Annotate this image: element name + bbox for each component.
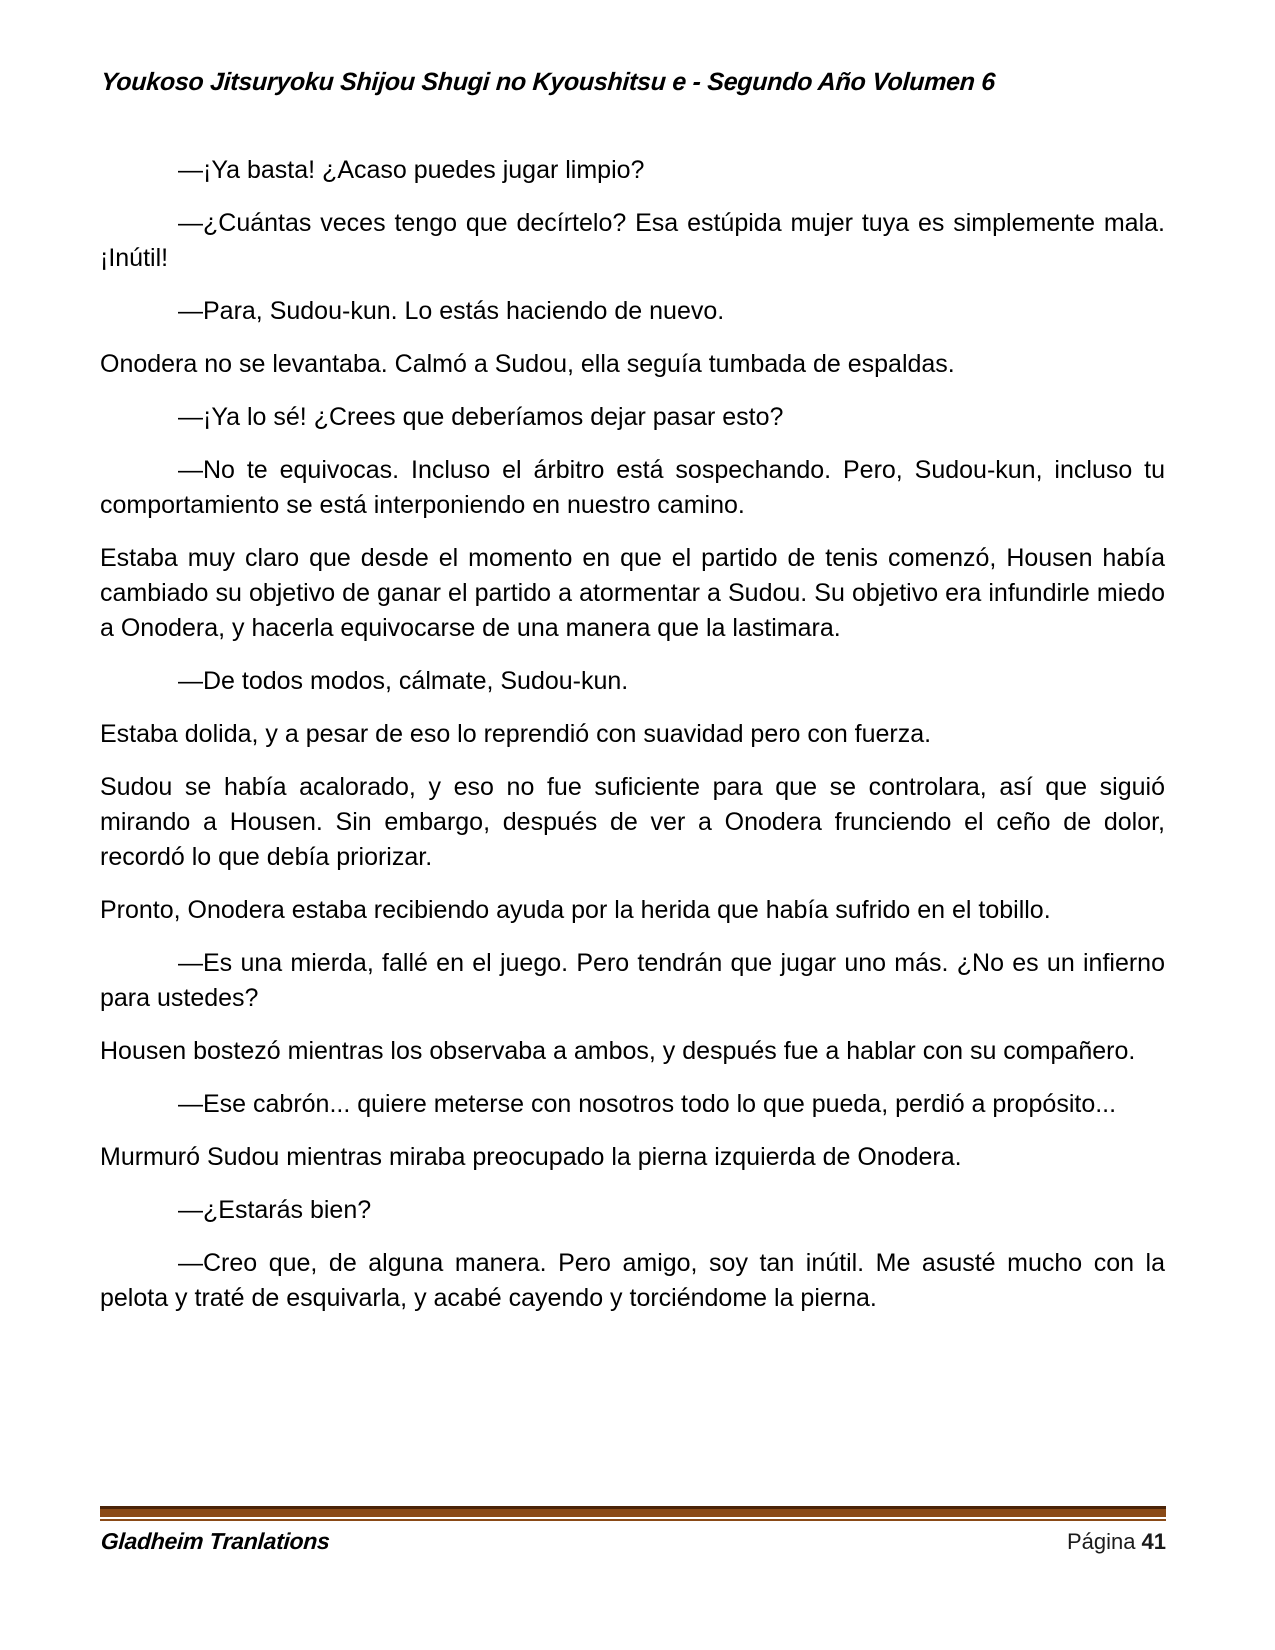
paragraph: —¡Ya lo sé! ¿Crees que deberíamos dejar pasar esto? [178, 403, 784, 431]
footer-divider-thin [100, 1519, 1166, 1521]
document-body [100, 153, 1165, 1334]
paragraph: Estaba muy claro que desde el momento en que el partido de tenis comenzó, Housen había cambiado su objetivo de ganar el partido a atormentar a Sudou. Su objetivo era infundirle miedo a Onodera, y hacerla equivocarse de una manera que la lastimara. [100, 544, 1165, 642]
paragraph: Murmuró Sudou mientras miraba preocupado la pierna izquierda de Onodera. [100, 1143, 962, 1171]
footer-divider-thick [100, 1506, 1166, 1517]
page-header-title: Youkoso Jitsuryoku Shijou Shugi no Kyoushitsu e - Segundo Año Volumen 6 [100, 68, 997, 96]
page-number-area [1067, 1529, 1166, 1555]
paragraph: Estaba dolida, y a pesar de eso lo reprendió con suavidad pero con fuerza. [100, 720, 932, 748]
paragraph: —Creo que, de alguna manera. Pero amigo, soy tan inútil. Me asusté mucho con la pelota y traté de esquivarla, y acabé cayendo y torciéndome la pierna. [100, 1249, 1165, 1312]
footer-row [100, 1528, 1166, 1555]
paragraph: Onodera no se levantaba. Calmó a Sudou, ella seguía tumbada de espaldas. [100, 350, 955, 378]
paragraph: —De todos modos, cálmate, Sudou-kun. [178, 667, 629, 695]
page-number: 41 [1141, 1529, 1166, 1554]
paragraph: —No te equivocas. Incluso el árbitro está sospechando. Pero, Sudou-kun, incluso tu comportamiento se está interponiendo en nuestro camino. [100, 456, 1165, 519]
footer-brand: Gladheim Tranlations [100, 1528, 331, 1554]
paragraph: —¿Cuántas veces tengo que decírtelo? Esa estúpida mujer tuya es simplemente mala. ¡Inútil! [100, 209, 1165, 272]
paragraph: —Para, Sudou-kun. Lo estás haciendo de nuevo. [178, 297, 725, 325]
paragraph: —¿Estarás bien? [178, 1196, 372, 1224]
page-footer [100, 1506, 1166, 1555]
paragraph: —Es una mierda, fallé en el juego. Pero tendrán que jugar uno más. ¿No es un infierno para ustedes? [100, 949, 1165, 1012]
paragraph: Sudou se había acalorado, y eso no fue suficiente para que se controlara, así que siguió mirando a Housen. Sin embargo, después de ver a Onodera frunciendo el ceño de dolor, recordó lo que debía priorizar. [100, 773, 1165, 871]
paragraph: —¡Ya basta! ¿Acaso puedes jugar limpio? [178, 156, 645, 184]
paragraph: —Ese cabrón... quiere meterse con nosotros todo lo que pueda, perdió a propósito... [178, 1090, 1117, 1118]
paragraph: Pronto, Onodera estaba recibiendo ayuda por la herida que había sufrido en el tobillo. [100, 896, 1051, 924]
page-number-label: Página [1067, 1529, 1136, 1554]
paragraph: Housen bostezó mientras los observaba a ambos, y después fue a hablar con su compañero. [100, 1037, 1136, 1065]
